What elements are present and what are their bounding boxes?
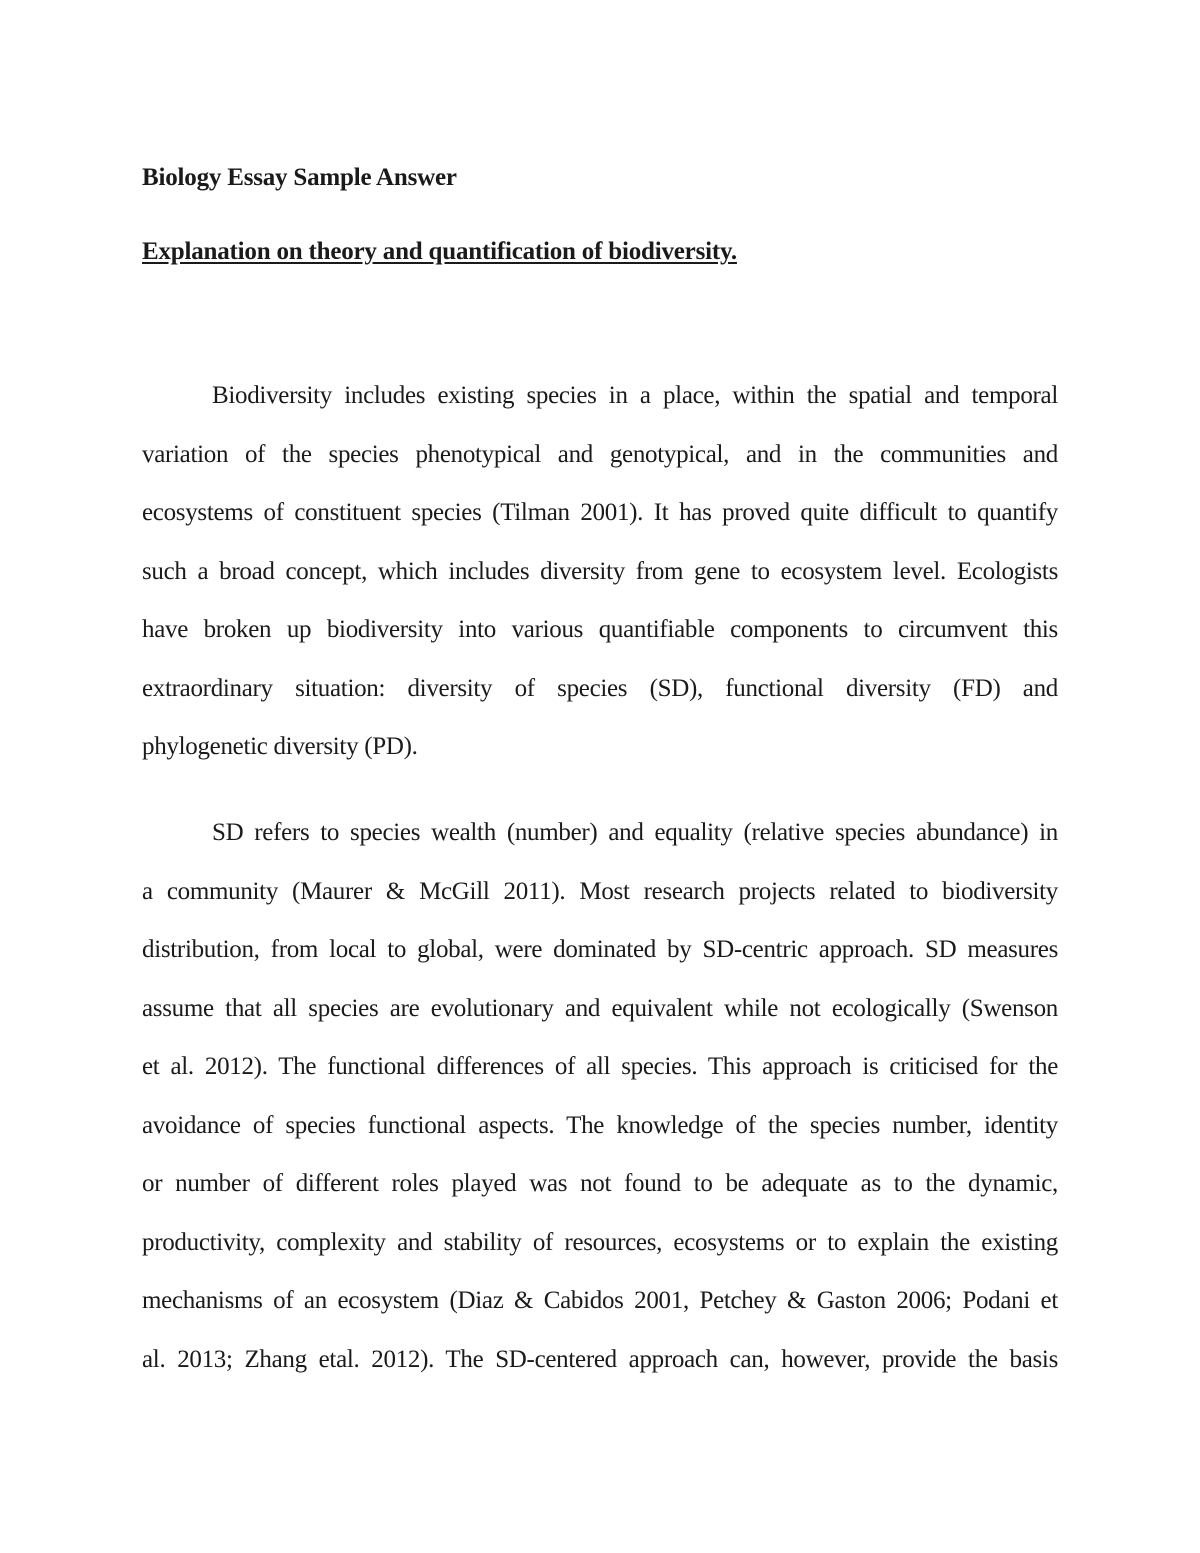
paragraph-line: have broken up biodiversity into various quantifiable components to circumvent this	[142, 616, 1058, 643]
paragraph-line: extraordinary situation: diversity of species (SD), functional diversity (FD) and	[142, 674, 1058, 702]
paragraph-line: distribution, from local to global, were dominated by SD-centric approach. SD measures	[142, 936, 1058, 963]
paragraph-line: Biodiversity includes existing species in a place, within the spatial and temporal	[212, 382, 1058, 409]
paragraph-line: et al. 2012). The functional differences of all species. This approach is criticised for the	[142, 1053, 1058, 1080]
paragraph-line: avoidance of species functional aspects. The knowledge of the species number, identity	[142, 1111, 1058, 1139]
paragraph-1	[142, 367, 1058, 777]
paragraph-line: such a broad concept, which includes diversity from gene to ecosystem level. Ecologists	[142, 557, 1058, 585]
paragraph-line: productivity, complexity and stability of resources, ecosystems or to explain the existing	[142, 1228, 1058, 1256]
paragraph-line: or number of different roles played was not found to be adequate as to the dynamic,	[142, 1170, 1058, 1197]
paragraph-line: variation of the species phenotypical and genotypical, and in the communities and	[142, 440, 1058, 468]
paragraph-line: mechanisms of an ecosystem (Diaz & Cabidos 2001, Petchey & Gaston 2006; Podani et	[142, 1287, 1058, 1314]
paragraph-line: SD refers to species wealth (number) and equality (relative species abundance) in	[212, 819, 1058, 846]
paragraph-line: al. 2013; Zhang etal. 2012). The SD-centered approach can, however, provide the basis	[142, 1345, 1058, 1373]
document-subtitle: Explanation on theory and quantification of biodiversity.	[142, 238, 737, 265]
paragraph-2	[142, 804, 1058, 1389]
paragraph-line: a community (Maurer & McGill 2011). Most research projects related to biodiversity	[142, 877, 1058, 905]
paragraph-line: assume that all species are evolutionary and equivalent while not ecologically (Swenson	[142, 994, 1058, 1022]
document-title: Biology Essay Sample Answer	[142, 164, 457, 191]
paragraph-line: ecosystems of constituent species (Tilman 2001). It has proved quite difficult to quantify	[142, 499, 1058, 526]
paragraph-line: phylogenetic diversity (PD).	[142, 733, 418, 760]
